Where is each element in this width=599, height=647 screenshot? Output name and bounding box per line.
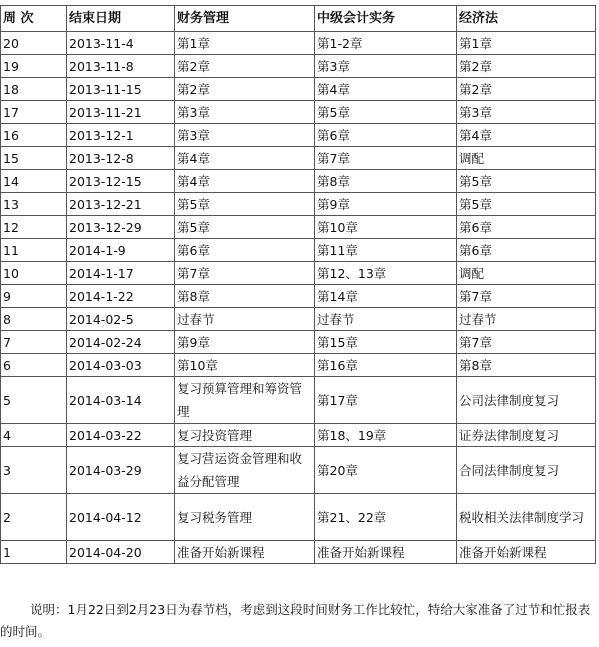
cell-intermediate-accounting: 第11章 xyxy=(315,239,457,262)
cell-economic-law: 第8章 xyxy=(457,354,596,377)
cell-end-date: 2013-12-21 xyxy=(67,193,175,216)
header-economic-law: 经济法 xyxy=(457,6,596,32)
cell-economic-law: 调配 xyxy=(457,262,596,285)
table-row xyxy=(1,193,596,216)
table-row xyxy=(1,331,596,354)
cell-week: 3 xyxy=(1,447,67,494)
cell-financial-management: 复习预算管理和筹资管理 xyxy=(175,377,315,424)
table-row xyxy=(1,354,596,377)
cell-economic-law: 第7章 xyxy=(457,285,596,308)
cell-end-date: 2013-12-8 xyxy=(67,147,175,170)
cell-week: 1 xyxy=(1,541,67,564)
cell-intermediate-accounting: 第3章 xyxy=(315,55,457,78)
cell-end-date: 2013-11-15 xyxy=(67,78,175,101)
cell-financial-management: 第1章 xyxy=(175,32,315,55)
cell-week: 12 xyxy=(1,216,67,239)
cell-financial-management: 过春节 xyxy=(175,308,315,331)
cell-intermediate-accounting: 第4章 xyxy=(315,78,457,101)
table-row xyxy=(1,55,596,78)
table-row xyxy=(1,541,596,564)
cell-intermediate-accounting: 第12、13章 xyxy=(315,262,457,285)
cell-week: 13 xyxy=(1,193,67,216)
cell-end-date: 2014-1-9 xyxy=(67,239,175,262)
cell-end-date: 2014-03-03 xyxy=(67,354,175,377)
cell-economic-law: 第5章 xyxy=(457,170,596,193)
cell-intermediate-accounting: 第1-2章 xyxy=(315,32,457,55)
cell-financial-management: 第4章 xyxy=(175,170,315,193)
cell-economic-law: 第4章 xyxy=(457,124,596,147)
cell-end-date: 2013-12-1 xyxy=(67,124,175,147)
cell-financial-management: 第3章 xyxy=(175,124,315,147)
cell-financial-management: 第9章 xyxy=(175,331,315,354)
table-row xyxy=(1,377,596,424)
cell-economic-law: 第7章 xyxy=(457,331,596,354)
header-end-date: 结束日期 xyxy=(67,6,175,32)
cell-intermediate-accounting: 第15章 xyxy=(315,331,457,354)
cell-intermediate-accounting: 第18、19章 xyxy=(315,424,457,447)
cell-economic-law: 第5章 xyxy=(457,193,596,216)
table-row xyxy=(1,262,596,285)
cell-intermediate-accounting: 第10章 xyxy=(315,216,457,239)
table-row xyxy=(1,216,596,239)
cell-financial-management: 第8章 xyxy=(175,285,315,308)
cell-financial-management: 第3章 xyxy=(175,101,315,124)
cell-end-date: 2013-12-29 xyxy=(67,216,175,239)
table-row xyxy=(1,101,596,124)
cell-intermediate-accounting: 第16章 xyxy=(315,354,457,377)
cell-intermediate-accounting: 第21、22章 xyxy=(315,494,457,541)
header-financial-management: 财务管理 xyxy=(175,6,315,32)
cell-week: 18 xyxy=(1,78,67,101)
cell-week: 20 xyxy=(1,32,67,55)
cell-economic-law: 第6章 xyxy=(457,239,596,262)
table-row xyxy=(1,285,596,308)
cell-intermediate-accounting: 第14章 xyxy=(315,285,457,308)
table-row xyxy=(1,170,596,193)
footnote: 说明：1月22日到2月23日为春节档，考虑到这段时间财务工作比较忙，特给大家准备了过节和忙报表的时间。 xyxy=(0,602,591,639)
cell-intermediate-accounting: 第5章 xyxy=(315,101,457,124)
cell-intermediate-accounting: 过春节 xyxy=(315,308,457,331)
cell-economic-law: 调配 xyxy=(457,147,596,170)
cell-week: 2 xyxy=(1,494,67,541)
cell-financial-management: 第10章 xyxy=(175,354,315,377)
table-row xyxy=(1,124,596,147)
table-row xyxy=(1,78,596,101)
cell-end-date: 2014-1-17 xyxy=(67,262,175,285)
cell-week: 14 xyxy=(1,170,67,193)
table-row xyxy=(1,147,596,170)
cell-week: 10 xyxy=(1,262,67,285)
cell-economic-law: 证券法律制度复习 xyxy=(457,424,596,447)
cell-economic-law: 第2章 xyxy=(457,78,596,101)
cell-intermediate-accounting: 第17章 xyxy=(315,377,457,424)
cell-end-date: 2013-11-8 xyxy=(67,55,175,78)
cell-end-date: 2014-03-29 xyxy=(67,447,175,494)
cell-week: 16 xyxy=(1,124,67,147)
cell-week: 9 xyxy=(1,285,67,308)
cell-financial-management: 第5章 xyxy=(175,193,315,216)
table-body xyxy=(1,32,596,564)
cell-financial-management: 第2章 xyxy=(175,78,315,101)
cell-financial-management: 第5章 xyxy=(175,216,315,239)
cell-week: 6 xyxy=(1,354,67,377)
cell-end-date: 2014-02-24 xyxy=(67,331,175,354)
cell-week: 15 xyxy=(1,147,67,170)
cell-financial-management: 第6章 xyxy=(175,239,315,262)
cell-end-date: 2014-04-12 xyxy=(67,494,175,541)
table-row xyxy=(1,239,596,262)
cell-financial-management: 第2章 xyxy=(175,55,315,78)
cell-end-date: 2014-02-5 xyxy=(67,308,175,331)
table-row xyxy=(1,447,596,494)
cell-financial-management: 复习投资管理 xyxy=(175,424,315,447)
cell-week: 4 xyxy=(1,424,67,447)
cell-intermediate-accounting: 第20章 xyxy=(315,447,457,494)
cell-financial-management: 复习营运资金管理和收益分配管理 xyxy=(175,447,315,494)
cell-economic-law: 准备开始新课程 xyxy=(457,541,596,564)
cell-week: 17 xyxy=(1,101,67,124)
cell-economic-law: 税收相关法律制度学习 xyxy=(457,494,596,541)
cell-week: 11 xyxy=(1,239,67,262)
cell-economic-law: 合同法律制度复习 xyxy=(457,447,596,494)
cell-end-date: 2013-11-4 xyxy=(67,32,175,55)
cell-financial-management: 第7章 xyxy=(175,262,315,285)
study-schedule-table xyxy=(0,5,596,564)
cell-economic-law: 第3章 xyxy=(457,101,596,124)
cell-end-date: 2014-1-22 xyxy=(67,285,175,308)
cell-week: 8 xyxy=(1,308,67,331)
table-row xyxy=(1,494,596,541)
cell-end-date: 2013-12-15 xyxy=(67,170,175,193)
table-row xyxy=(1,308,596,331)
cell-end-date: 2013-11-21 xyxy=(67,101,175,124)
cell-end-date: 2014-03-14 xyxy=(67,377,175,424)
cell-financial-management: 第4章 xyxy=(175,147,315,170)
cell-economic-law: 第6章 xyxy=(457,216,596,239)
cell-week: 7 xyxy=(1,331,67,354)
cell-financial-management: 复习税务管理 xyxy=(175,494,315,541)
cell-economic-law: 过春节 xyxy=(457,308,596,331)
cell-intermediate-accounting: 第6章 xyxy=(315,124,457,147)
cell-intermediate-accounting: 第8章 xyxy=(315,170,457,193)
table-row xyxy=(1,424,596,447)
cell-financial-management: 准备开始新课程 xyxy=(175,541,315,564)
cell-week: 5 xyxy=(1,377,67,424)
table-row xyxy=(1,32,596,55)
table-header-row xyxy=(1,6,596,32)
cell-economic-law: 第2章 xyxy=(457,55,596,78)
header-week: 周 次 xyxy=(1,6,67,32)
cell-intermediate-accounting: 第7章 xyxy=(315,147,457,170)
cell-week: 19 xyxy=(1,55,67,78)
cell-economic-law: 第1章 xyxy=(457,32,596,55)
header-intermediate-accounting: 中级会计实务 xyxy=(315,6,457,32)
cell-intermediate-accounting: 准备开始新课程 xyxy=(315,541,457,564)
cell-end-date: 2014-03-22 xyxy=(67,424,175,447)
cell-end-date: 2014-04-20 xyxy=(67,541,175,564)
cell-intermediate-accounting: 第9章 xyxy=(315,193,457,216)
cell-economic-law: 公司法律制度复习 xyxy=(457,377,596,424)
